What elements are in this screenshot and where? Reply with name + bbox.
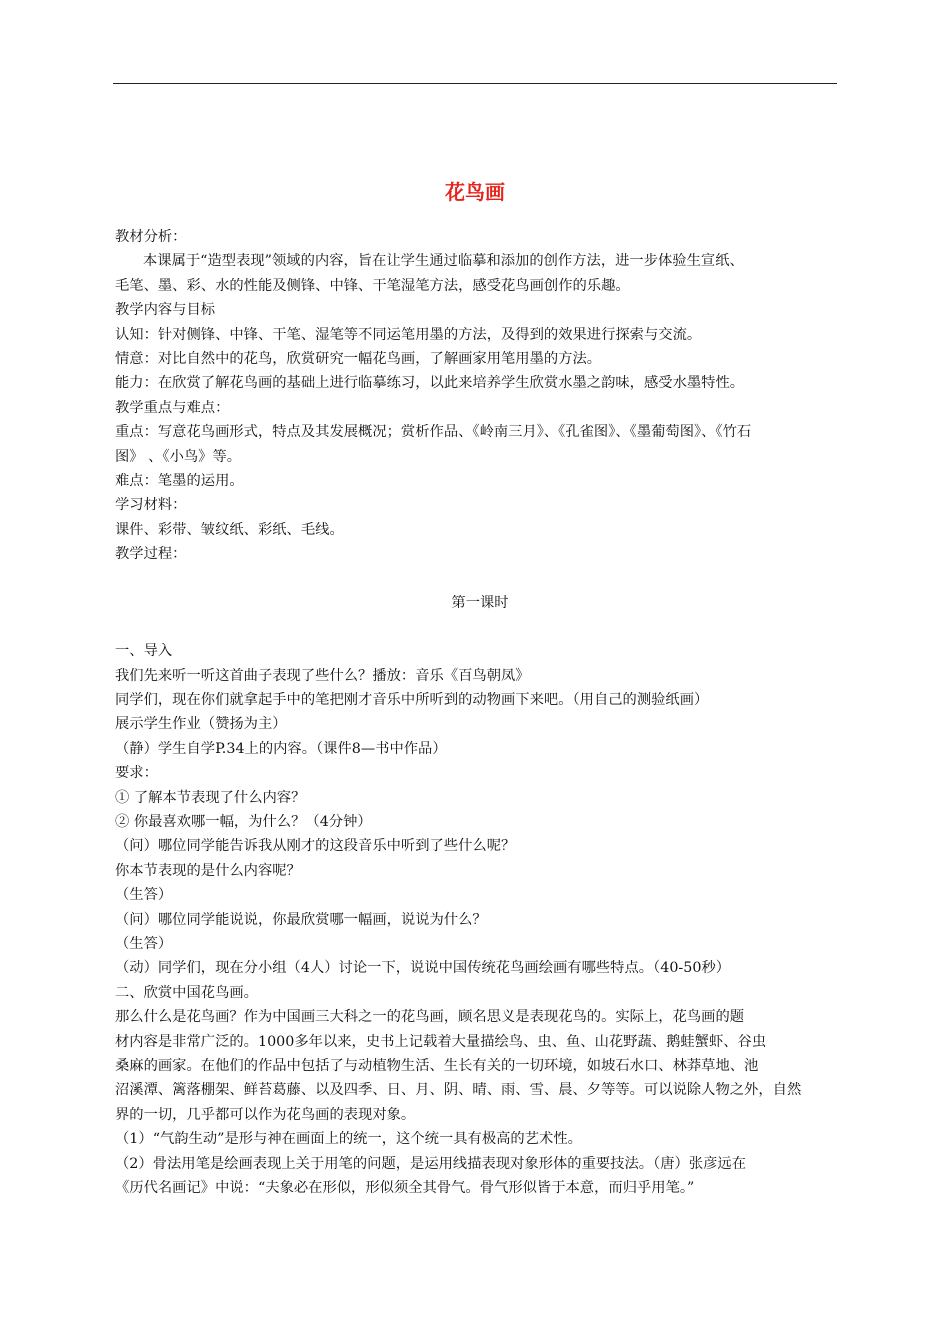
header-rule: [113, 83, 837, 84]
lesson-title: 第一课时: [451, 594, 509, 611]
body-line: 界的一切，几乎都可以作为花鸟画的表现对象。: [115, 1106, 416, 1123]
body-line: （问）哪位同学能告诉我从刚才的这段音乐中听到了些什么呢？: [115, 838, 516, 855]
body-line: （2）骨法用笔是绘画表现上关于用笔的问题，是运用线描表现对象形体的重要技法。（唐）张彦远在: [115, 1155, 747, 1172]
body-line: （静）学生自学P.34上的内容。（课件8—书中作品）: [115, 740, 447, 757]
materials-heading: 学习材料：: [115, 497, 187, 514]
body-line: 二、欣赏中国花鸟画。: [115, 984, 258, 1001]
difficulty-line: 难点：笔墨的运用。: [115, 473, 244, 490]
body-line: （1）“气韵生动”是形与神在画面上的统一，这个统一具有极高的艺术性。: [115, 1131, 582, 1148]
goals-heading: 教学内容与目标: [115, 302, 216, 319]
analysis-heading: 教材分析：: [115, 229, 187, 245]
materials-list: 课件、彩带、皱纹纸、彩纸、毛线。: [115, 521, 344, 538]
body-line: 展示学生作业（赞扬为主）: [115, 716, 287, 733]
body-line: 你本节表现的是什么内容呢？: [115, 862, 301, 879]
body-line: 沼溪潭、篱落棚架、鲜苔葛藤、以及四季、日、月、阴、晴、雨、雪、晨、夕等等。可以说除人物之外，自然: [115, 1082, 802, 1099]
body-line: ① 了解本节表现了什么内容？: [115, 789, 306, 806]
goal-cognition: 认知：针对侧锋、中锋、干笔、湿笔等不同运笔用墨的方法，及得到的效果进行探索与交流。: [115, 326, 702, 343]
body-line: 要求：: [115, 765, 158, 782]
document-title: 花鸟画: [445, 180, 505, 204]
body-line: 《历代名画记》中说：“夫象必在形似，形似须全其骨气。骨气形似皆于本意，而归乎用笔。”: [115, 1180, 695, 1197]
body-line: 一、导入: [115, 643, 173, 660]
analysis-line: 本课属于“造型表现”领域的内容，旨在让学生通过临摹和添加的创作方法，进一步体验生宣纸、: [143, 253, 744, 270]
body-line: ② 你最喜欢哪一幅，为什么？（4分钟）: [115, 813, 372, 830]
body-line: （问）哪位同学能说说，你最欣赏哪一幅画，说说为什么？: [115, 911, 487, 928]
key-point-line: 图》 、《小鸟》等。: [115, 448, 242, 465]
body-line: 同学们，现在你们就拿起手中的笔把刚才音乐中所听到的动物画下来吧。（用自己的测验纸画）: [115, 691, 709, 708]
body-line: （生答）: [115, 887, 173, 904]
process-heading: 教学过程：: [115, 546, 187, 563]
document-body: [115, 225, 845, 1200]
key-point-line: 重点：写意花鸟画形式，特点及其发展概况；赏析作品、《岭南三月》、《孔雀图》、《墨葡萄图》、《竹石: [115, 424, 752, 441]
body-line: 我们先来听一听这首曲子表现了些什么？播放：音乐《百鸟朝凤》: [115, 667, 530, 684]
body-line: 那么什么是花鸟画？作为中国画三大科之一的花鸟画，顾名思义是表现花鸟的。实际上，花鸟画的题: [115, 1009, 745, 1026]
body-line: （动）同学们，现在分小组（4人）讨论一下，说说中国传统花鸟画绘画有哪些特点。（40-50秒）: [115, 960, 731, 977]
body-line: 材内容是非常广泛的。1000多年以来，史书上记载着大量描绘鸟、虫、鱼、山花野蔬、鹅蛙蟹虾、谷虫: [115, 1033, 767, 1050]
goal-emotion: 情意：对比自然中的花鸟，欣赏研究一幅花鸟画，了解画家用笔用墨的方法。: [115, 351, 602, 368]
goal-ability: 能力：在欣赏了解花鸟画的基础上进行临摹练习，以此来培养学生欣赏水墨之韵味，感受水墨特性。: [115, 375, 745, 392]
body-line: （生答）: [115, 935, 173, 952]
body-line: 桑麻的画家。在他们的作品中包括了与动植物生活、生长有关的一切环境，如坡石水口、林莽草地、池: [115, 1058, 759, 1074]
key-points-heading: 教学重点与难点：: [115, 399, 230, 416]
analysis-line: 毛笔、墨、彩、水的性能及侧锋、中锋、干笔湿笔方法，感受花鸟画创作的乐趣。: [115, 277, 630, 294]
